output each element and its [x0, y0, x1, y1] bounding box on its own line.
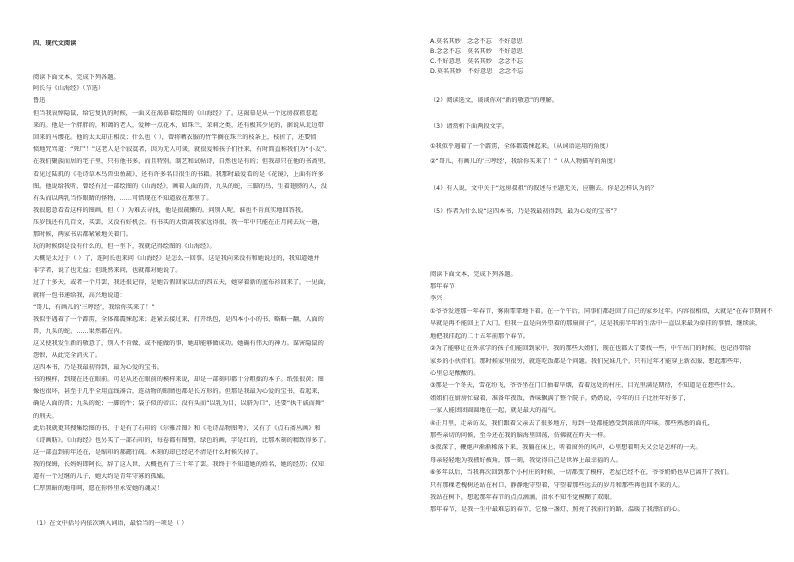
- question-5: （5）作者为什么说“这四本书，乃是我最初得到，最为心爱的宝书”？: [430, 208, 620, 215]
- reading-instruction: 阅读下面文本，完成下列各题。: [33, 74, 120, 81]
- passage-line: 压岁钱还有几百文，买罢，又没有好机会。有书买的大街离我家远得很，我一年中只能在正月间去玩一趟，: [33, 218, 324, 226]
- passage-2-line: 地把我挂起的二十五年前那个春节。: [430, 332, 529, 340]
- passage-line: 这一部直到前年还在，是缩印的郝懿行疏。木刻的却已经记不清是什么时候失掉了。: [33, 448, 262, 456]
- passage-2-line: 早就是再不能回上了大门，但我一直是向外望着的那扇窗子”，这是我前半年的生活中一直以来最为牵挂的事情，继续读，: [430, 320, 762, 328]
- reading-instruction-2: 阅读下面文本，完成下列各题。: [430, 271, 517, 278]
- passage-author: 鲁迅: [33, 97, 46, 104]
- passage-line: 书的模样，到现在还在眼前。可是从还在眼前的模样来说，却是一部刻印都十分粗拙的本子。纸张很黄；图: [33, 376, 324, 384]
- passage-line: 兽，九头的蛇，……果然都在内。: [33, 327, 126, 335]
- passage-line: 那时候，两家书店都紧紧地关着门。: [33, 231, 132, 238]
- passage-line: 这又使我发生新的敬意了，别人不肯做，或不能做的事，她却能够做成功。她确有伟大的神力。谋害隐鼠的: [33, 339, 324, 347]
- passage-line: 我的保姆，长妈妈即阿长，辞了这人世，大概也有了三十年了罢。我终于不知道她的姓名，她的经历；仅知: [33, 460, 324, 468]
- section-heading: 四、现代文阅读: [33, 40, 77, 47]
- passage-line: 的刑天。: [33, 412, 58, 420]
- question-3-item-2: ②“哥儿，有画儿的‘三哼经’，我给你买来了！”（从人物描写的角度）: [430, 158, 620, 165]
- passage-line: 看见过陆玑的《毛诗草木鸟兽虫鱼疏》，还有许多名目很生的书籍。我那时最爱看的是《花镜》，上面有许多: [33, 170, 324, 178]
- passage-2-author: 李兴: [430, 295, 443, 302]
- passage-line: 我似乎遇着了一个霹雳，全体都震悚起来；赶紧去接过来，打开纸包，是四本小小的书，略略一翻，人面的: [33, 315, 324, 323]
- passage-2-line: ③那是一个冬天，雪花纷飞，爷爷坐在门口抽着旱烟，看着远处的村庄，目光里满是期待，不知道是在想些什么。: [430, 382, 739, 390]
- passage-line: 非学者，说了也无益；但既然来问，也就都对她说了。: [33, 267, 182, 275]
- passage-line: 回来的马缨花。他的太太却正相反；什么也（ ），曾将晒衣服的竹竿搁在珠兰的枝条上，枝折了，还要愤: [33, 134, 317, 142]
- passage-line: 来的。他是一个胖胖的，和蔼的老人，爱种一点花木，如珠兰，茉莉之类，还有极其少见的，据说从北边带: [33, 122, 324, 130]
- passage-2-title: 那年春节: [430, 283, 455, 290]
- option-c: C.不好意思 莫名其妙 念念不忘: [430, 58, 523, 65]
- passage-line: “哥儿，有画儿的‘三哼经’，我给你买来了！”: [33, 303, 155, 311]
- right-column: [400, 0, 794, 562]
- passage-line: 怨恨，从此完全消灭了。: [33, 352, 102, 359]
- passage-line: 过了十多天，或者一个月罢，我还很记得，是她告假回家以后的四五天，她穿着新的蓝布衫回来了，一见面，: [33, 279, 330, 287]
- question-1: （1）在文中括号内依次填入词语，最恰当的一项是（ ）: [33, 520, 188, 527]
- passage-2-line: ⑤夜深了，鞭炮声渐渐稀落下来，我躺在床上，听着窗外的风声，心里想着明天又会是怎样的一天。: [430, 444, 702, 452]
- passage-2-line: 一家人能团团圆圆地在一起，就是最大的福气。: [430, 407, 560, 415]
- passage-line: 像也很坏，甚至于几乎全用直线凑合，连动物的眼睛也都是长方形的。但那是我最为心爱的宝书，看起来，: [33, 388, 324, 396]
- passage-2-line: 那些亲切的问候，至今还在我的脑海里回荡，仿佛就在昨天一样。: [430, 432, 610, 439]
- passage-2-line: ④正月里，走亲访友，我们跟着父亲去了很多地方，每到一处都能感受到浓浓的年味。那些熟悉的面孔，: [430, 419, 714, 427]
- passage-line: 但当我哀悼隐鼠，给它复仇的时候，一面又在渴慕着绘图的《山海经》了。这渴慕是从一个远房叔祖惹起: [33, 110, 318, 117]
- question-3: （3）请赏析下面两段文字。: [430, 123, 509, 130]
- passage-line: 这四本书，乃是我最初得到，最为心爱的宝书。: [33, 364, 163, 372]
- question-2: （2）阅读选文，谈谈你对“新的敬意”的理解。: [430, 97, 558, 104]
- passage-2-line: 只有那棵老槐树还站在村口，静静地守望着，守望着那些远去的岁月和那些再也回不来的人。: [430, 481, 684, 489]
- passage-2-line: 母亲轻轻地为我掖好被角，那一刻，我觉得自己是世界上最幸福的人。: [430, 456, 622, 464]
- question-3-item-1: ①我似乎遇着了一个霹雳，全体都震悚起来。（从词语运用的角度）: [430, 143, 612, 150]
- passage-line: 大概是太过于（ ）了，连阿长也来问《山海经》是怎么一回事。这是我向来没有和她说过的，我知道她并: [33, 255, 320, 263]
- passage-line: 此后我就更其搜集绘图的书，于是有了石印的《尔雅音图》和《毛诗品物图考》，又有了《点石斋丛画》和: [33, 424, 321, 432]
- passage-line: 《诗画舫》。《山海经》也另买了一部石印的，每卷都有图赞，绿色的画，字是红的，比那木刻的精致得多了。: [33, 436, 330, 444]
- passage-2-line: 那年春节，是我一生中最难忘的春节，它像一盏灯，照亮了我前行的路，温暖了我漂泊的心。: [430, 506, 684, 514]
- option-d: D.莫名其妙 不好意思 念念不忘: [430, 68, 524, 75]
- passage-2-line: ②为了能够让在外求学的孩子们能回到家中，我的那些大姐们，现在也都大了要找一些，中午出门的时候，也记得带给: [430, 345, 752, 353]
- passage-line: 有头而以两乳当作眼睛的怪物，……可惜现在不知道放在那里了。: [33, 194, 213, 202]
- passage-line: 确是人面的兽；九头的蛇；一脚的牛；袋子似的帝江；没有头而“以乳为目，以脐为口”，还要“执干戚而舞”: [33, 400, 325, 408]
- passage-line: 图。他说给我听，曾经有过一部绘图的《山海经》，画着人面的兽，九头的蛇，三脚的鸟，生着翅膀的人，没: [33, 182, 327, 190]
- passage-2-line: 心里总是酸酸的。: [430, 370, 480, 377]
- passage-title: 阿长与《山海经》（节选）: [33, 85, 105, 92]
- passage-line: 在我们聚族而居的宅子里，只有他书多，而且特别。制艺和试帖诗，自然也是有的；但我却只在他的书斋里，: [33, 158, 330, 166]
- passage-2-line: ①爷爷发迹那一年春节，雾雨霏霏地下着。在一个午后，同事们都赶回了自己的家乡过年。内容很相似，大就是“在春节期间不: [430, 308, 773, 315]
- passage-line: 道有一个过继的儿子，她大约是青年守寡的孤孀。: [33, 473, 170, 480]
- passage-line: 仁厚黑暗的地母呵，愿在你怀里永安她的魂灵！: [33, 485, 163, 493]
- question-4: （4）有人说，文中关于“远房叔祖”的叙述与主题无关，应删去。你是怎样认为的？: [430, 185, 657, 192]
- passage-2-line: 我站在树下，想起那年春节的点点滴滴，泪水不知不觉模糊了双眼。: [430, 494, 616, 501]
- passage-2-line: 家乡的小伙伴们。那时候家里很穷，就连吃饭都是个问题。我们兄妹几个，只有过年才能穿上新衣服，想起那些年，: [430, 357, 746, 365]
- passage-2-line: ⑥多年以后，当我再次回到那个小村庄的时候，一切都变了模样，老屋已经不在，爷爷奶奶也早已离开了我们。: [430, 469, 733, 477]
- passage-line: 我很愿意看看这样的图画，但（ ）为难去寻找，他是很疏懒的。问别人呢，谁也不肯真实地回答我。: [33, 206, 308, 214]
- passage-line: 就将一包书递给我，高兴地说道：: [33, 291, 126, 299]
- option-b: B.念念不忘 莫名其妙 不好意思: [430, 48, 523, 55]
- passage-line: 玩的时候倒是没有什么的，但一坐下，我就记得绘图的《山海经》。: [33, 243, 216, 251]
- passage-2-line: 姐姐们在厨房忙碌着，准备年夜饭，香味飘满了整个院子。奶奶说，今年的日子比往年好多了，: [430, 394, 690, 402]
- option-a: A.莫名其妙 念念不忘 不好意思: [430, 38, 523, 45]
- passage-line: 愤地咒骂道：“死尸！”这老人是个寂寞者，因为无人可谈，就很爱和孩子们往来，有时简直称我们为“小友”。: [33, 146, 331, 154]
